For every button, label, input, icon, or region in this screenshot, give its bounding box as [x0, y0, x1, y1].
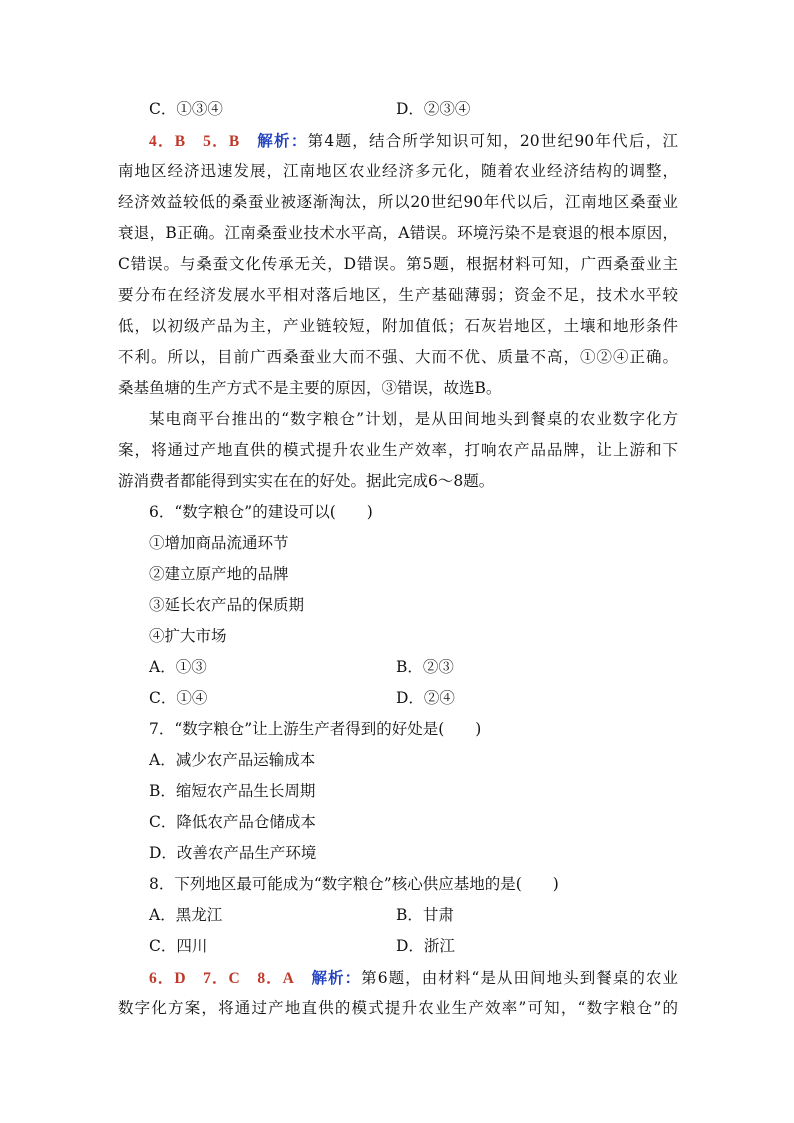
material-line-3: 游消费者都能得到实实在在的好处。据此完成6～8题。 — [118, 472, 495, 490]
explanation-4-5-line-5: C错误。与桑蚕文化传承无关，D错误。第5题，根据材料可知，广西桑蚕业主 — [118, 255, 678, 273]
explanation-4-5-line-9: 桑基鱼塘的生产方式不是主要的原因，③错误，故选B。 — [118, 379, 502, 397]
option-b: B．②③ — [396, 658, 454, 676]
question-6-item-2: ②建立原产地的品牌 — [149, 565, 289, 583]
material-line-2: 案，将通过产地直供的模式提升农业生产效率，打响农产品品牌，让上游和下 — [118, 441, 678, 459]
option-d: D．②③④ — [396, 100, 471, 118]
explanation-4-5-line-8: 不利。所以，目前广西桑蚕业大而不强、大而不优、质量不高，①②④正确。 — [118, 348, 678, 366]
material-line-1: 某电商平台推出的“数字粮仓”计划，是从田间地头到餐桌的农业数字化方 — [149, 410, 678, 428]
explanation-4-5-line-7: 低，以初级产品为主，产业链较短，附加值低；石灰岩地区，土壤和地形条件 — [118, 317, 678, 335]
question-6-options-row-2 — [118, 683, 678, 714]
answer-4-5: 4．B 5．B — [149, 133, 240, 150]
option-c: C．①③④ — [149, 100, 223, 118]
question-7-option-c: C．降低农产品仓储成本 — [149, 813, 316, 831]
option-b: B．甘肃 — [396, 906, 454, 924]
question-6-item-3: ③延长农产品的保质期 — [149, 596, 305, 614]
explanation-text: 第6题，由材料“是从田间地头到餐桌的农业 — [361, 969, 678, 987]
document-content — [118, 94, 678, 1024]
explanation-4-5-line-3: 经济效益较低的桑蚕业被逐渐淘汰，所以20世纪90年代以后，江南地区桑蚕业 — [118, 193, 678, 211]
explanation-4-5-line-2: 南地区经济迅速发展，江南地区农业经济多元化，随着农业经济结构的调整， — [118, 162, 678, 180]
explanation-6-8-line-2: 数字化方案，将通过产地直供的模式提升农业生产效率”可知，“数字粮仓”的 — [118, 999, 678, 1017]
question-6: 6．“数字粮仓”的建设可以( ) — [149, 503, 373, 521]
option-c: C．四川 — [149, 937, 208, 955]
option-d: D．浙江 — [396, 937, 455, 955]
question-7-option-d: D．改善农产品生产环境 — [149, 844, 317, 862]
question-6-item-1: ①增加商品流通环节 — [149, 534, 289, 552]
question-7-option-a: A．减少农产品运输成本 — [149, 751, 316, 769]
answer-6-8: 6．D 7．C 8．A — [149, 970, 294, 987]
question-6-options-row-1 — [118, 652, 678, 683]
question-7: 7．“数字粮仓”让上游生产者得到的好处是( ) — [149, 720, 482, 738]
explanation-4-5-line-1 — [118, 125, 678, 156]
option-a: A．①③ — [149, 658, 207, 676]
explanation-4-5-line-6: 要分布在经济发展水平相对落后地区，生产基础薄弱；资金不足，技术水平较 — [118, 286, 678, 304]
analysis-label: 解析： — [257, 131, 308, 150]
option-c: C．①④ — [149, 689, 208, 707]
option-a: A．黑龙江 — [149, 906, 223, 924]
explanation-4-5-line-4: 衰退，B正确。江南桑蚕业技术水平高，A错误。环境污染不是衰退的根本原因， — [118, 224, 678, 242]
explanation-text: 第4题，结合所学知识可知，20世纪90年代后，江 — [307, 132, 678, 150]
question-8-options-row-1 — [118, 900, 678, 931]
explanation-6-8-line-1 — [118, 962, 678, 993]
question-6-item-4: ④扩大市场 — [149, 627, 227, 645]
option-row — [118, 94, 678, 125]
option-d: D．②④ — [396, 689, 455, 707]
analysis-label: 解析： — [311, 968, 362, 987]
question-7-option-b: B．缩短农产品生长周期 — [149, 782, 316, 800]
question-8-options-row-2 — [118, 931, 678, 962]
question-8: 8．下列地区最可能成为“数字粮仓”核心供应基地的是( ) — [149, 875, 559, 893]
